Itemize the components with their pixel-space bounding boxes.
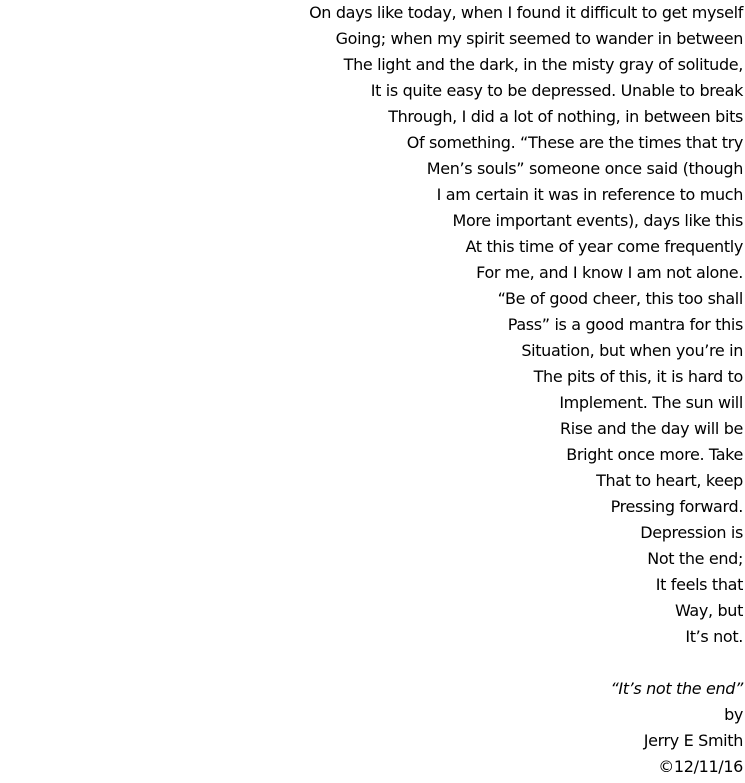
poem-line: Not the end;: [647, 549, 743, 568]
poem-line: At this time of year come frequently: [465, 237, 743, 256]
poem-line: It feels that: [655, 575, 743, 594]
copyright-date: ©12/11/16: [658, 757, 743, 776]
poem-line: Depression is: [640, 523, 743, 542]
poem-line: It is quite easy to be depressed. Unable to break: [370, 81, 743, 100]
poem-line: Going; when my spirit seemed to wander in between: [335, 29, 743, 48]
poem-line: I am certain it was in reference to much: [436, 185, 743, 204]
poem-line: The light and the dark, in the misty gray of solitude,: [343, 55, 743, 74]
poem-line: Of something. “These are the times that try: [406, 133, 743, 152]
poem-line: Situation, but when you’re in: [521, 341, 743, 360]
poem-line: Bright once more. Take: [566, 445, 743, 464]
poem-block: [23, 0, 743, 780]
poem-line: Men’s souls” someone once said (though: [426, 159, 743, 178]
poem-line: More important events), days like this: [452, 211, 743, 230]
poem-line: For me, and I know I am not alone.: [476, 263, 743, 282]
poem-line: Rise and the day will be: [560, 419, 743, 438]
poem-line: Through, I did a lot of nothing, in between bits: [388, 107, 743, 126]
poem-line: It’s not.: [685, 627, 743, 646]
stanza-gap: [23, 650, 743, 676]
poem-line: Pressing forward.: [610, 497, 743, 516]
poem-line: That to heart, keep: [596, 471, 743, 490]
poem-line: On days like today, when I found it difficult to get myself: [309, 3, 743, 22]
poem-title: “It’s not the end”: [610, 679, 743, 698]
poem-line: The pits of this, it is hard to: [533, 367, 743, 386]
byline-by: by: [724, 705, 743, 724]
poem-line: Way, but: [674, 601, 743, 620]
author-name: Jerry E Smith: [643, 731, 743, 750]
poem-line: Pass” is a good mantra for this: [507, 315, 743, 334]
poem-line: “Be of good cheer, this too shall: [497, 289, 743, 308]
poem-line: Implement. The sun will: [559, 393, 743, 412]
